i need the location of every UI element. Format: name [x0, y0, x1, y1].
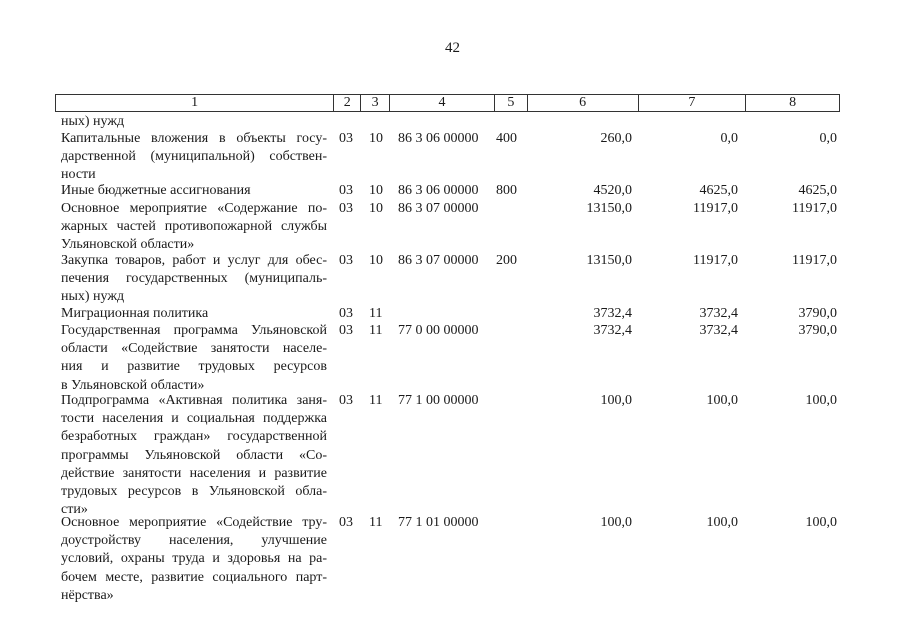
header-col-1: 1: [56, 95, 334, 111]
row-rz: 03: [339, 201, 353, 216]
row-name-line: Основное мероприятие «Содействие тру-: [61, 515, 327, 530]
row-name: [61, 305, 327, 323]
row-rz: 03: [339, 253, 353, 268]
row-name-line: в Ульяновской области»: [61, 377, 205, 393]
row-pr: 10: [369, 131, 383, 146]
header-col-7: 7: [639, 95, 747, 111]
row-name-line: Ульяновской области»: [61, 237, 195, 253]
row-rz: 03: [339, 306, 353, 321]
row-y3: 11917,0: [792, 253, 837, 268]
row-name-line: Миграционная политика: [61, 306, 209, 321]
row-y3: 0,0: [819, 131, 837, 146]
row-pr: 11: [369, 323, 383, 338]
row-name: [61, 182, 327, 200]
header-col-2: 2: [334, 95, 361, 111]
row-name-line: безработных граждан» государственной: [61, 429, 327, 445]
row-y3: 100,0: [805, 515, 837, 530]
row-rz: 03: [339, 323, 353, 338]
table-header: [55, 94, 840, 112]
row-name-line: условий, охраны труда и здоровья на ра-: [61, 551, 327, 567]
row-pr: 10: [369, 183, 383, 198]
row-pr: 10: [369, 201, 383, 216]
row-y3: 11917,0: [792, 201, 837, 216]
row-name-line: сти»: [61, 502, 88, 518]
row-name-line: тости населения и социальная поддержка: [61, 411, 327, 427]
row-pr: 11: [369, 393, 383, 408]
row-name: [61, 322, 327, 395]
row-y1: 100,0: [600, 515, 632, 530]
row-y2: 3732,4: [699, 306, 738, 321]
row-y2: 11917,0: [693, 201, 738, 216]
row-name-line: печения государственных (муниципаль-: [61, 271, 327, 287]
row-name-line: жарных частей противопожарной службы: [61, 219, 327, 235]
row-name-line: Закупка товаров, работ и услуг для обес-: [61, 253, 327, 268]
row-name-line: ности: [61, 167, 96, 183]
row-name-line: Подпрограмма «Активная политика заня-: [61, 393, 327, 408]
row-name-line: ния и развитие трудовых ресурсов: [61, 359, 327, 375]
row-y2: 11917,0: [693, 253, 738, 268]
row-y2: 3732,4: [699, 323, 738, 338]
row-csr: 77 0 00 00000: [398, 323, 479, 338]
row-name: [61, 113, 327, 131]
header-col-6: 6: [528, 95, 639, 111]
row-y1: 4520,0: [593, 183, 632, 198]
header-col-8: 8: [789, 95, 797, 110]
row-y3: 4625,0: [798, 183, 837, 198]
row-csr: 86 3 06 00000: [398, 131, 479, 146]
row-csr: 86 3 06 00000: [398, 183, 479, 198]
row-name-line: Основное мероприятие «Содержание по-: [61, 201, 327, 216]
row-y1: 260,0: [600, 131, 632, 146]
header-col-5: 5: [495, 95, 528, 111]
header-col-4: 4: [390, 95, 495, 111]
row-name-line: Капитальные вложения в объекты госу-: [61, 131, 327, 146]
row-y2: 100,0: [706, 393, 738, 408]
page-number: 42: [445, 40, 460, 56]
row-y3: 3790,0: [798, 306, 837, 321]
row-name-line: области «Содействие занятости населе-: [61, 341, 327, 357]
row-name-line: ных) нужд: [61, 289, 125, 305]
row-name-line: ных) нужд: [61, 114, 125, 129]
row-y1: 13150,0: [586, 201, 632, 216]
row-y1: 3732,4: [593, 323, 632, 338]
row-rz: 03: [339, 183, 353, 198]
row-name: [61, 514, 327, 605]
row-name: [61, 200, 327, 255]
header-col-3: 3: [361, 95, 390, 111]
row-y1: 3732,4: [593, 306, 632, 321]
row-pr: 10: [369, 253, 383, 268]
row-name-line: трудовых ресурсов в Ульяновской обла-: [61, 484, 327, 500]
row-vr: 200: [496, 253, 517, 268]
row-y1: 13150,0: [586, 253, 632, 268]
row-name: [61, 392, 327, 519]
row-pr: 11: [369, 306, 383, 321]
row-y2: 100,0: [706, 515, 738, 530]
row-y1: 100,0: [600, 393, 632, 408]
row-rz: 03: [339, 515, 353, 530]
row-name-line: действие занятости населения и развитие: [61, 465, 327, 481]
row-name: [61, 130, 327, 185]
row-name-line: доустройству населения, улучшение: [61, 533, 327, 549]
row-y2: 4625,0: [699, 183, 738, 198]
row-y2: 0,0: [720, 131, 738, 146]
row-vr: 400: [496, 131, 517, 146]
row-vr: 800: [496, 183, 517, 198]
row-name-line: Иные бюджетные ассигнования: [61, 183, 251, 198]
row-rz: 03: [339, 393, 353, 408]
row-csr: 86 3 07 00000: [398, 253, 479, 268]
row-rz: 03: [339, 131, 353, 146]
row-name-line: программы Ульяновской области «Со-: [61, 447, 327, 463]
row-name-line: бочем месте, развитие социального парт-: [61, 569, 327, 585]
row-name-line: дарственной (муниципальной) собствен-: [61, 149, 327, 165]
row-name: [61, 252, 327, 307]
row-y3: 100,0: [805, 393, 837, 408]
row-y3: 3790,0: [798, 323, 837, 338]
row-name-line: Государственная программа Ульяновской: [61, 323, 327, 338]
row-csr: 77 1 00 00000: [398, 393, 479, 408]
row-name-line: нёрства»: [61, 587, 114, 603]
row-csr: 86 3 07 00000: [398, 201, 479, 216]
row-csr: 77 1 01 00000: [398, 515, 479, 530]
row-pr: 11: [369, 515, 383, 530]
